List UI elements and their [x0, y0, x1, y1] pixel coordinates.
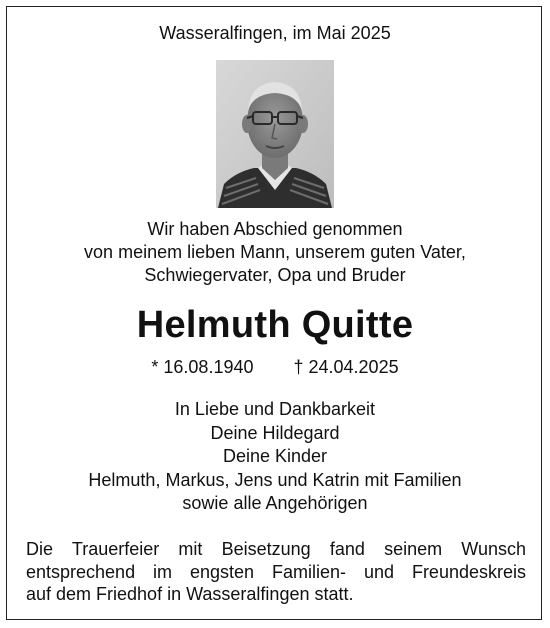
- birth-date: * 16.08.1940: [151, 357, 254, 377]
- signer-line: Helmuth, Markus, Jens und Katrin mit Familien: [88, 469, 462, 490]
- intro-line: Wir haben Abschied genommen: [147, 219, 403, 239]
- deceased-name: Helmuth Quitte: [136, 304, 414, 346]
- life-dates: [0, 356, 550, 378]
- death-date: † 24.04.2025: [293, 357, 399, 377]
- intro-line: Schwiegervater, Opa und Bruder: [144, 265, 406, 285]
- intro-line: von meinem lieben Mann, unserem guten Vater,: [84, 242, 466, 262]
- funeral-notice: [26, 538, 526, 606]
- notice-line: entsprechend im engsten Familien- und Freundeskreis: [26, 561, 526, 582]
- place-date: Wasseralfingen, im Mai 2025: [159, 23, 391, 43]
- signers: [0, 398, 550, 516]
- signer-line: Deine Kinder: [222, 446, 328, 466]
- farewell-intro: [0, 218, 550, 287]
- signer-line: sowie alle Angehörigen: [182, 493, 368, 513]
- notice-line: Die Trauerfeier mit Beisetzung fand seinem Wunsch: [26, 539, 526, 559]
- signer-line: Deine Hildegard: [210, 422, 340, 443]
- signer-line: In Liebe und Dankbarkeit: [174, 399, 376, 419]
- notice-line: auf dem Friedhof in Wasseralfingen statt.: [26, 584, 354, 604]
- portrait-photo: [216, 60, 334, 208]
